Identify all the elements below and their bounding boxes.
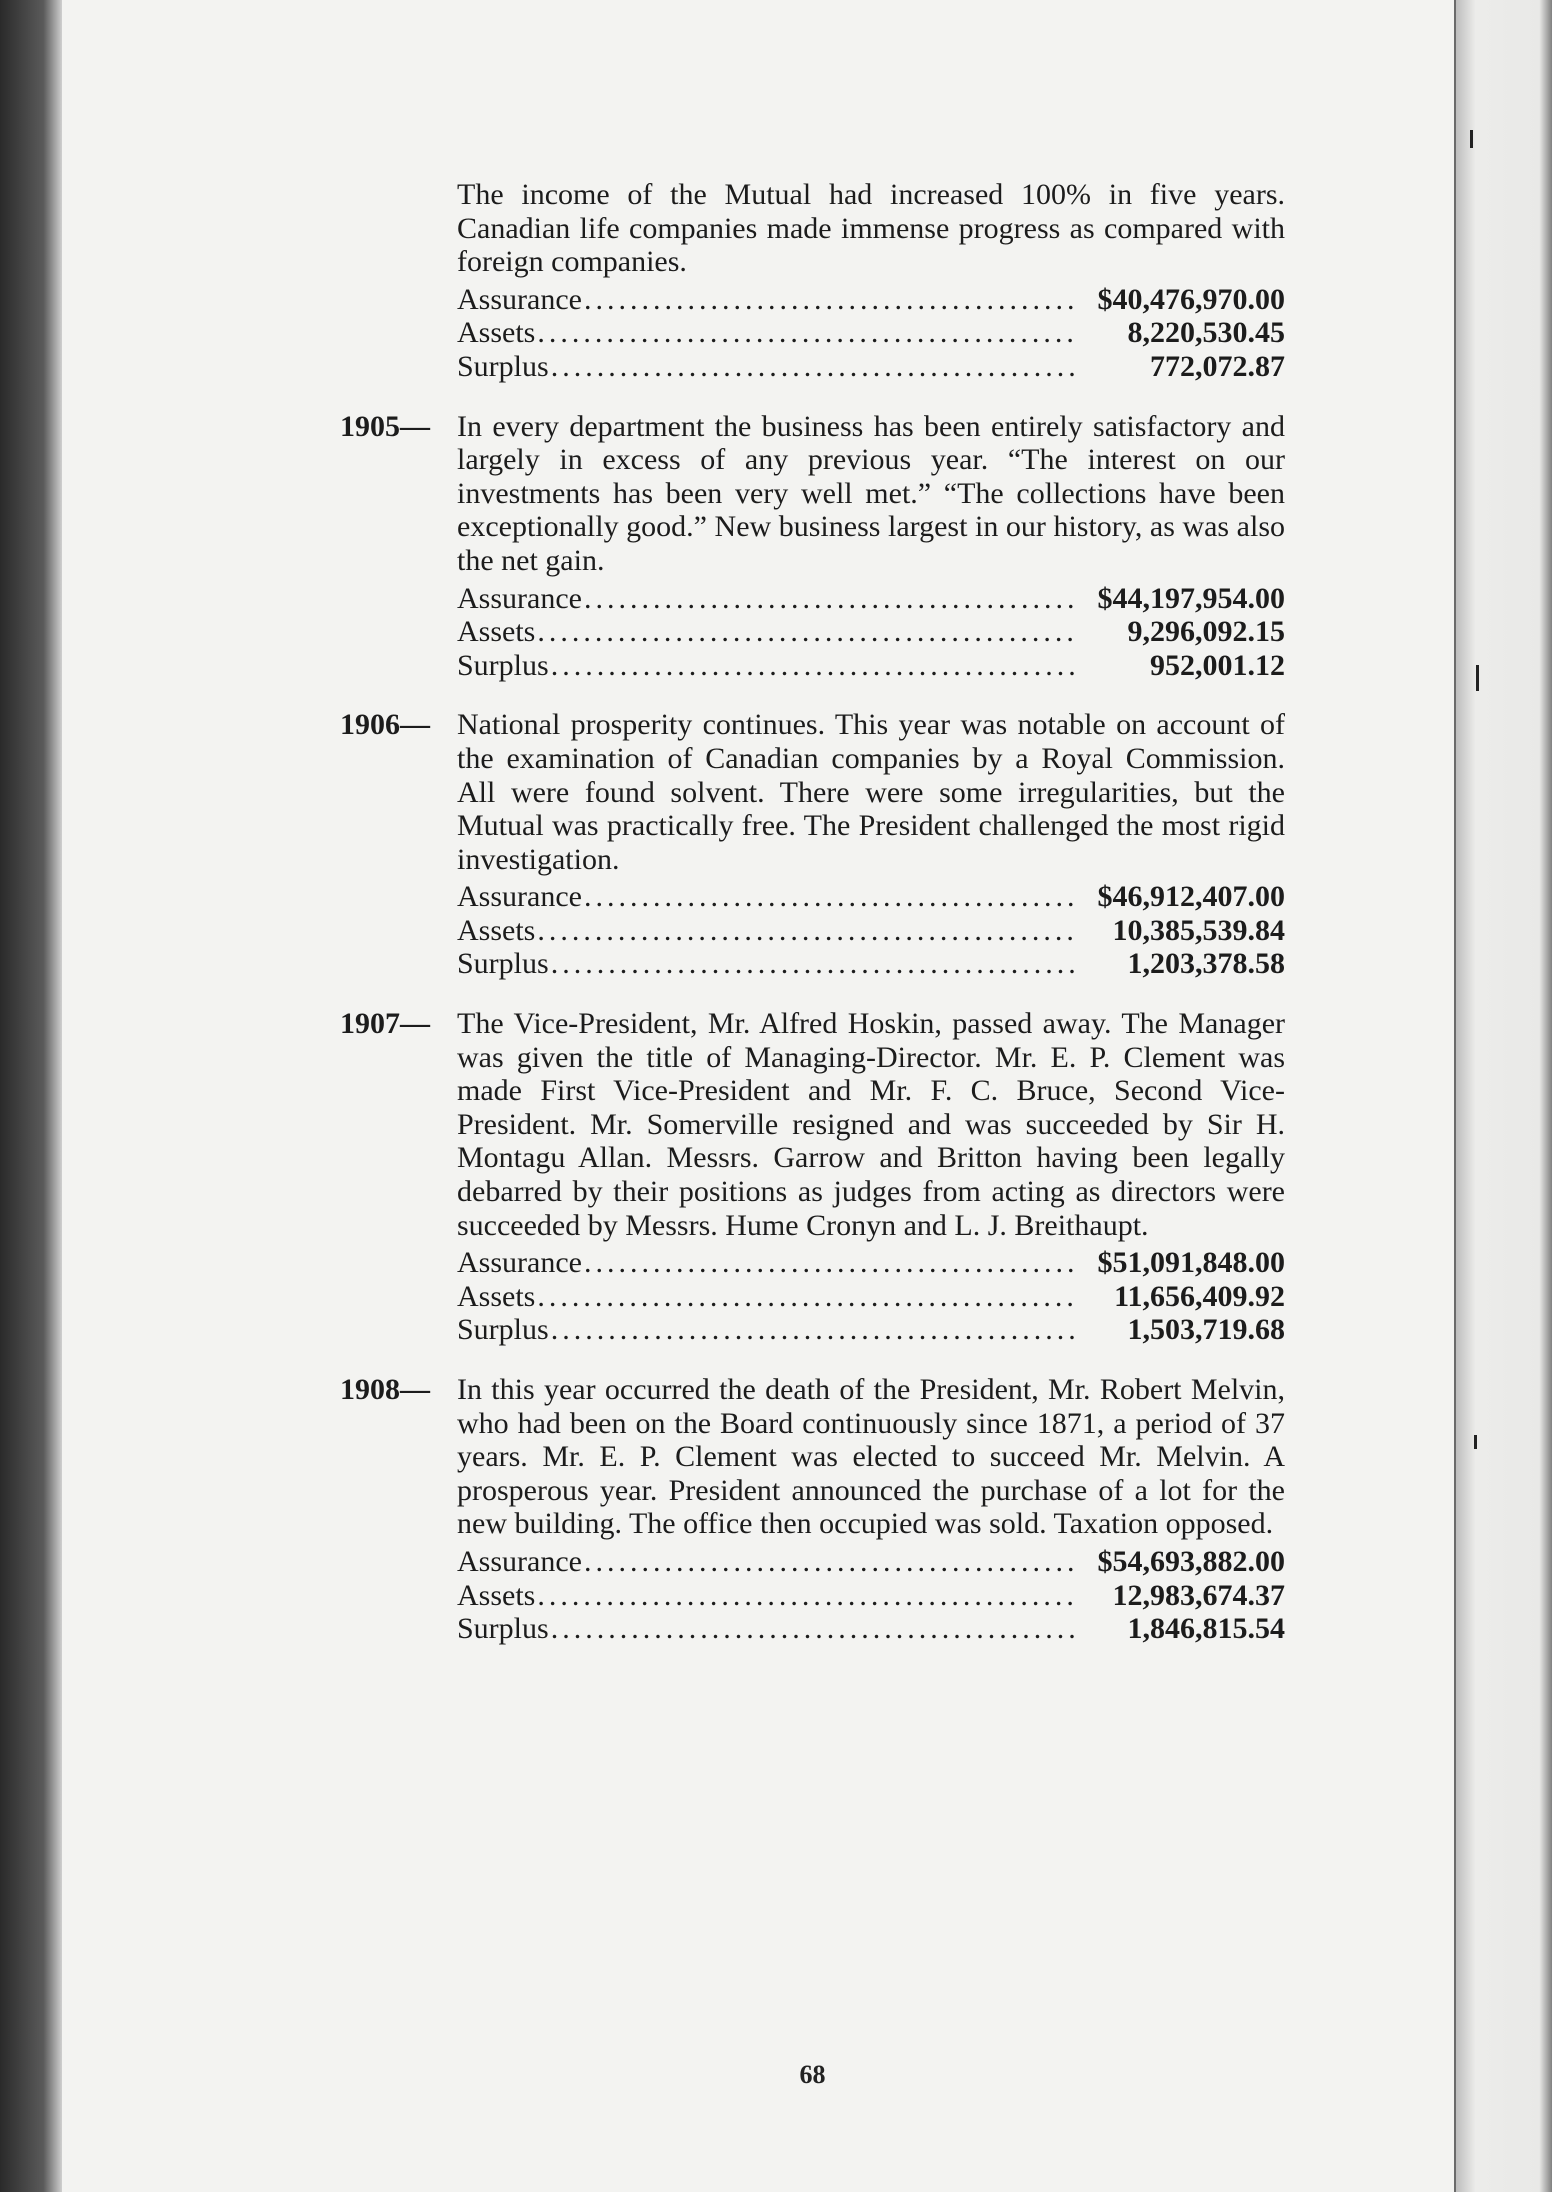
book-spine-shadow: [0, 0, 62, 2192]
year-entry-1905: [340, 410, 1285, 683]
figure-row: [457, 350, 1285, 384]
year-label: 1908—: [340, 1373, 430, 1406]
leader-dots: [537, 615, 1077, 649]
figure-row: [457, 316, 1285, 350]
figure-row: [457, 283, 1285, 317]
figure-label: Surplus: [457, 947, 549, 981]
year-figures: [340, 582, 1285, 683]
figure-value: 12,983,674.37: [1112, 1578, 1285, 1612]
figure-value: 1,846,815.54: [1127, 1612, 1285, 1646]
page-edge-mark: [1470, 130, 1473, 148]
figure-value: $51,091,848.00: [1097, 1246, 1285, 1280]
figure-row: [457, 1579, 1285, 1613]
year-figures: [340, 1246, 1285, 1347]
intro-figures: [340, 283, 1285, 384]
figure-row: [457, 1246, 1285, 1280]
figure-value: 1,203,378.58: [1127, 947, 1285, 981]
figure-label: Surplus: [457, 349, 549, 383]
figure-value: 11,656,409.92: [1114, 1279, 1285, 1313]
leader-dots: [551, 350, 1077, 384]
figure-value: $40,476,970.00: [1097, 282, 1285, 316]
figure-value: 9,296,092.15: [1127, 615, 1285, 649]
year-entry-1908: [340, 1373, 1285, 1646]
figure-value: 772,072.87: [1150, 349, 1285, 383]
figure-row: [457, 947, 1285, 981]
figure-label: Surplus: [457, 1313, 549, 1347]
figure-row: [457, 1280, 1285, 1314]
figure-row: [457, 914, 1285, 948]
leader-dots: [584, 880, 1077, 914]
intro-paragraph: The income of the Mutual had increased 100% in five years. Canadian life companies made immense progress as compared with foreign companies.: [457, 178, 1285, 279]
leader-dots: [551, 1313, 1077, 1347]
figure-row: [457, 1612, 1285, 1646]
figure-label: Surplus: [457, 648, 549, 682]
figure-value: 1,503,719.68: [1127, 1313, 1285, 1347]
figure-row: [457, 582, 1285, 616]
leader-dots: [551, 649, 1077, 683]
figure-row: [457, 1545, 1285, 1579]
figure-label: Assurance: [457, 1544, 582, 1578]
leader-dots: [551, 947, 1077, 981]
figure-value: 952,001.12: [1150, 648, 1285, 682]
figure-label: Assurance: [457, 581, 582, 615]
year-label: 1907—: [340, 1007, 430, 1041]
page-content: [340, 178, 1285, 2089]
figure-label: Assets: [457, 1578, 536, 1612]
year-entry-1907: [340, 1007, 1285, 1347]
leader-dots: [537, 316, 1077, 350]
year-figures: [340, 880, 1285, 981]
leader-dots: [584, 283, 1077, 317]
leader-dots: [537, 914, 1077, 948]
year-figures: [340, 1545, 1285, 1646]
figure-label: Surplus: [457, 1612, 549, 1646]
leader-dots: [584, 582, 1077, 616]
figure-label: Assets: [457, 913, 536, 947]
figure-label: Assets: [457, 1279, 536, 1313]
year-paragraph: In every department the business has been entirely satisfactory and largely in excess of any previous year. “The interest on our investments has been very well met.” “The collections have been exceptionally good.” New business largest in our history, as was also the net gain.: [457, 409, 1285, 577]
leader-dots: [584, 1545, 1077, 1579]
intro-section: [340, 178, 1285, 384]
figure-label: Assurance: [457, 282, 582, 316]
figure-row: [457, 1313, 1285, 1347]
figure-label: Assets: [457, 615, 536, 649]
figure-row: [457, 880, 1285, 914]
year-label: 1906—: [340, 708, 430, 742]
figure-row: [457, 615, 1285, 649]
figure-label: Assurance: [457, 880, 582, 914]
year-label: 1905—: [340, 409, 430, 443]
leader-dots: [551, 1612, 1077, 1646]
leader-dots: [537, 1280, 1077, 1314]
facing-page-edge: [1454, 0, 1552, 2192]
year-paragraph: In this year occurred the death of the President, Mr. Robert Melvin, who had been on the Board continuously since 1871, a period of 37 years. Mr. E. P. Clement was elected to succeed Mr. Melvin. A prosperous year. President announced the purchase of a lot for the new building. The office then occupied was sold. Taxation opposed.: [457, 1373, 1285, 1541]
figure-label: Assets: [457, 316, 536, 350]
leader-dots: [584, 1246, 1077, 1280]
figure-label: Assurance: [457, 1246, 582, 1280]
figure-value: 10,385,539.84: [1112, 913, 1285, 947]
year-paragraph: National prosperity continues. This year was notable on account of the examination of Canadian companies by a Royal Commission. All were found solvent. There were some irregularities, but the Mutual was practically free. The President challenged the most rigid investigation.: [457, 708, 1285, 876]
leader-dots: [537, 1579, 1077, 1613]
page-number: 68: [799, 2060, 826, 2089]
figure-value: $44,197,954.00: [1097, 581, 1285, 615]
figure-value: $54,693,882.00: [1097, 1544, 1285, 1578]
page-edge-mark: [1476, 665, 1479, 691]
year-entry-1906: [340, 708, 1285, 981]
page-edge-mark: [1474, 1435, 1477, 1449]
figure-row: [457, 649, 1285, 683]
figure-value: 8,220,530.45: [1127, 316, 1285, 350]
figure-value: $46,912,407.00: [1097, 880, 1285, 914]
year-paragraph: The Vice-President, Mr. Alfred Hoskin, passed away. The Manager was given the title of Managing-Director. Mr. E. P. Clement was made First Vice-President and Mr. F. C. Bruce, Second Vice-President. Mr. Somerville resigned and was succeeded by Sir H. Montagu Allan. Messrs. Garrow and Britton having been legally debarred by their positions as judges from acting as directors were succeeded by Messrs. Hume Cronyn and L. J. Breithaupt.: [457, 1007, 1285, 1242]
